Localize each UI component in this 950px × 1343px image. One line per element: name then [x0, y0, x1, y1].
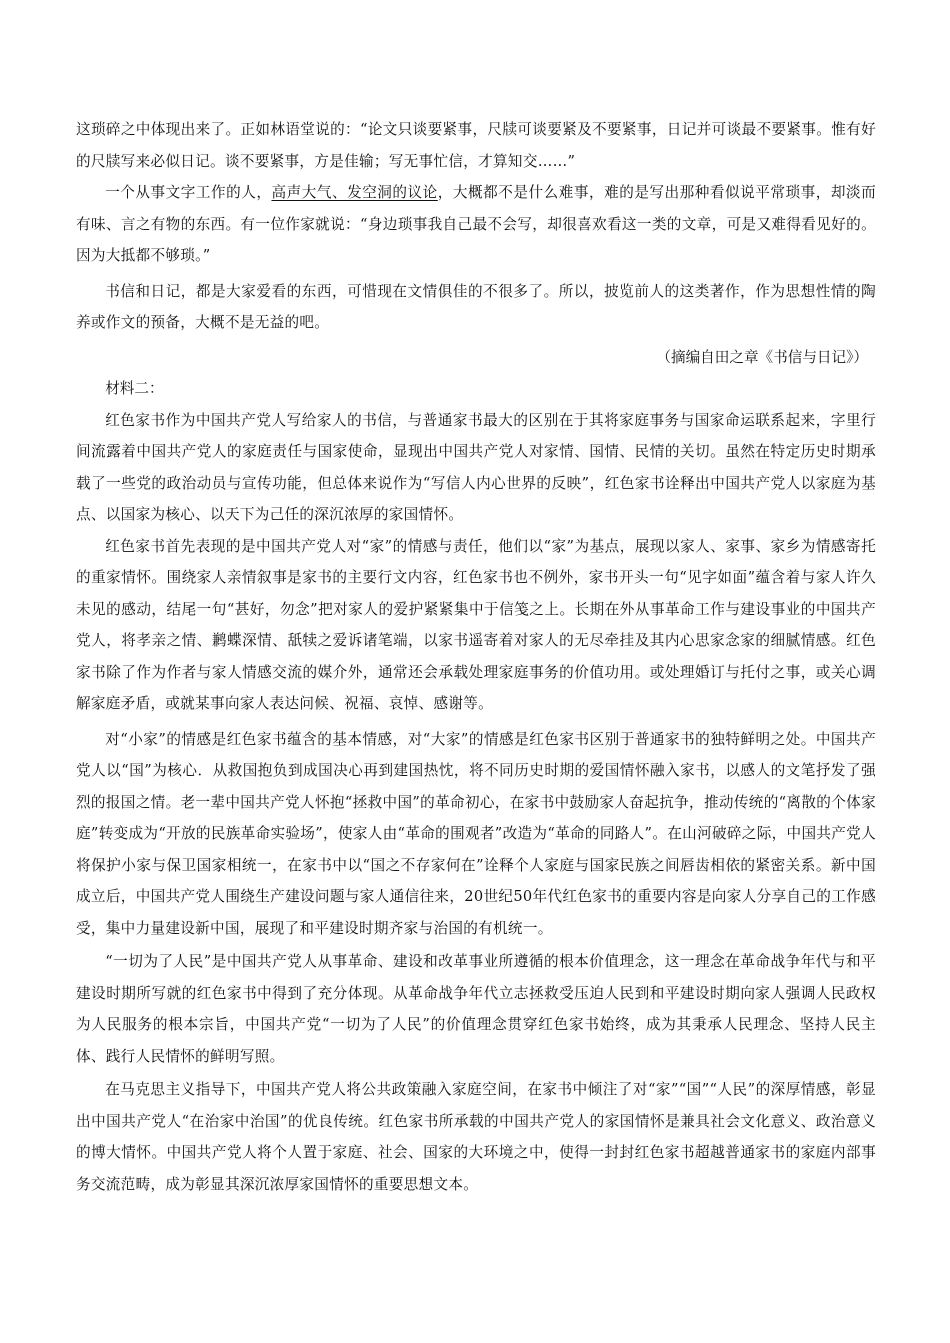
material2-paragraph: 红色家书首先表现的是中国共产党人对“家”的情感与责任，他们以“家”为基点，展现以家人、家事、家乡为情感寄托的重家情怀。围绕家人亲情叙事是家书的主要行文内容，红色家书也不例外，家书开头一句“见字如面”蕴含着与家人许久未见的感动，结尾一句“甚好，勿念”把对家人的爱护紧紧集中于信笺之上。长期在外从事革命工作与建设事业的中国共产党人，将孝亲之情、鹣蝶深情、舐犊之爱诉诸笔端，以家书遥寄着对家人的无尽牵挂及其内心思家念家的细腻情感。红色家书除了作为作者与家人情感交流的媒介外，通常还会承载处理家庭事务的价值功用。或处理婚订与托付之事，或关心调解家庭矛盾，或就某事向家人表达问候、祝福、哀悼、感谢等。: [76, 537, 876, 712]
source-citation: （摘编自田之章《书信与日记》）: [656, 348, 868, 366]
material2-paragraph: 红色家书作为中国共产党人写给家人的书信，与普通家书最大的区别在于其将家庭事务与国家命运联系起来，字里行间流露着中国共产党人的家庭责任与国家使命，显现出中国共产党人对家情、国情、民情的关切。虽然在特定历史时期承载了一些党的政治动员与宣传功能，但总体来说作为“写信人内心世界的反映”，红色家书诠释出中国共产党人以家庭为基点、以国家为核心、以天下为己任的深沉浓厚的家国情怀。: [76, 411, 876, 523]
document-page: [76, 114, 876, 1200]
material1-paragraph-2: [76, 177, 876, 272]
paragraph-2-rest: ，大概都不是什么难事，难的是写出那种看似说平常琐事，却淡而有味、言之有物的东西。有一位作家就说：“身边琐事我自己最不会写，却很喜欢看这一类的文章，可是又难得看见好的。因为大抵都不够琐。”: [76, 184, 876, 264]
material1-paragraph-1: 这琐碎之中体现出来了。正如林语堂说的：“论文只谈要紧事，尺牍可谈要紧及不要紧事，日记并可谈最不要紧事。惟有好的尺牍写来必似日记。谈不要紧事，方是佳输；写无事忙信，才算知交……”: [76, 121, 876, 170]
material2-paragraph: “一切为了人民”是中国共产党人从事革命、建设和改革事业所遵循的根本价值理念，这一理念在革命战争年代与和平建设时期所写就的红色家书中得到了充分体现。从革命战争年代立志拯救受压迫人民到和平建设时期向家人强调人民政权为人民服务的根本宗旨，中国共产党“一切为了人民”的价值理念贯穿红色家书始终，成为其秉承人民理念、坚持人民主体、践行人民情怀的鲜明写照。: [76, 953, 876, 1065]
material2-paragraph: 在马克思主义指导下，中国共产党人将公共政策融入家庭空间，在家书中倾注了对“家”“国”“人民”的深厚情感，彰显出中国共产党人“在治家中治国”的优良传统。红色家书所承载的中国共产党人的家国情怀是兼具社会文化意义、政治意义的博大情怀。中国共产党人将个人置于家庭、社会、国家的大环境之中，使得一封封红色家书超越普通家书的家庭内部事务交流范畴，成为彰显其深沉浓厚家国情怀的重要思想文本。: [76, 1081, 876, 1193]
material2-heading: 材料二：: [105, 380, 164, 397]
material1-paragraph-3: 书信和日记，都是大家爱看的东西，可惜现在文情俱佳的不很多了。所以，披览前人的这类著作，作为思想性情的陶养或作文的预备，大概不是无益的吧。: [76, 282, 876, 331]
paragraph-2-lead: 一个从事文字工作的人，: [105, 184, 272, 201]
underlined-phrase: 高声大气、发空洞的议论: [271, 184, 438, 201]
material2-paragraph: 对“小家”的情感是红色家书蕴含的基本情感，对“大家”的情感是红色家书区别于普通家书的独特鲜明之处。中国共产党人以“国”为核心．从救国抱负到成国决心再到建国热忱，将不同历史时期的爱国情怀融入家书，以感人的文笔抒发了强烈的报国之情。老一辈中国共产党人怀抱“拯救中国”的革命初心，在家书中鼓励家人奋起抗争，推动传统的“离散的个体家庭”转变成为“开放的民族革命实验场”，使家人由“革命的围观者”改造为“革命的同路人”。在山河破碎之际，中国共产党人将保护小家与保卫国家相统一，在家书中以“国之不存家何在”诠释个人家庭与国家民族之间唇齿相依的紧密关系。新中国成立后，中国共产党人围绕生产建设问题与家人通信往来，20世纪50年代红色家书的重要内容是向家人分享自己的工作感受，集中力量建设新中国，展现了和平建设时期齐家与治国的有机统一。: [76, 730, 876, 937]
